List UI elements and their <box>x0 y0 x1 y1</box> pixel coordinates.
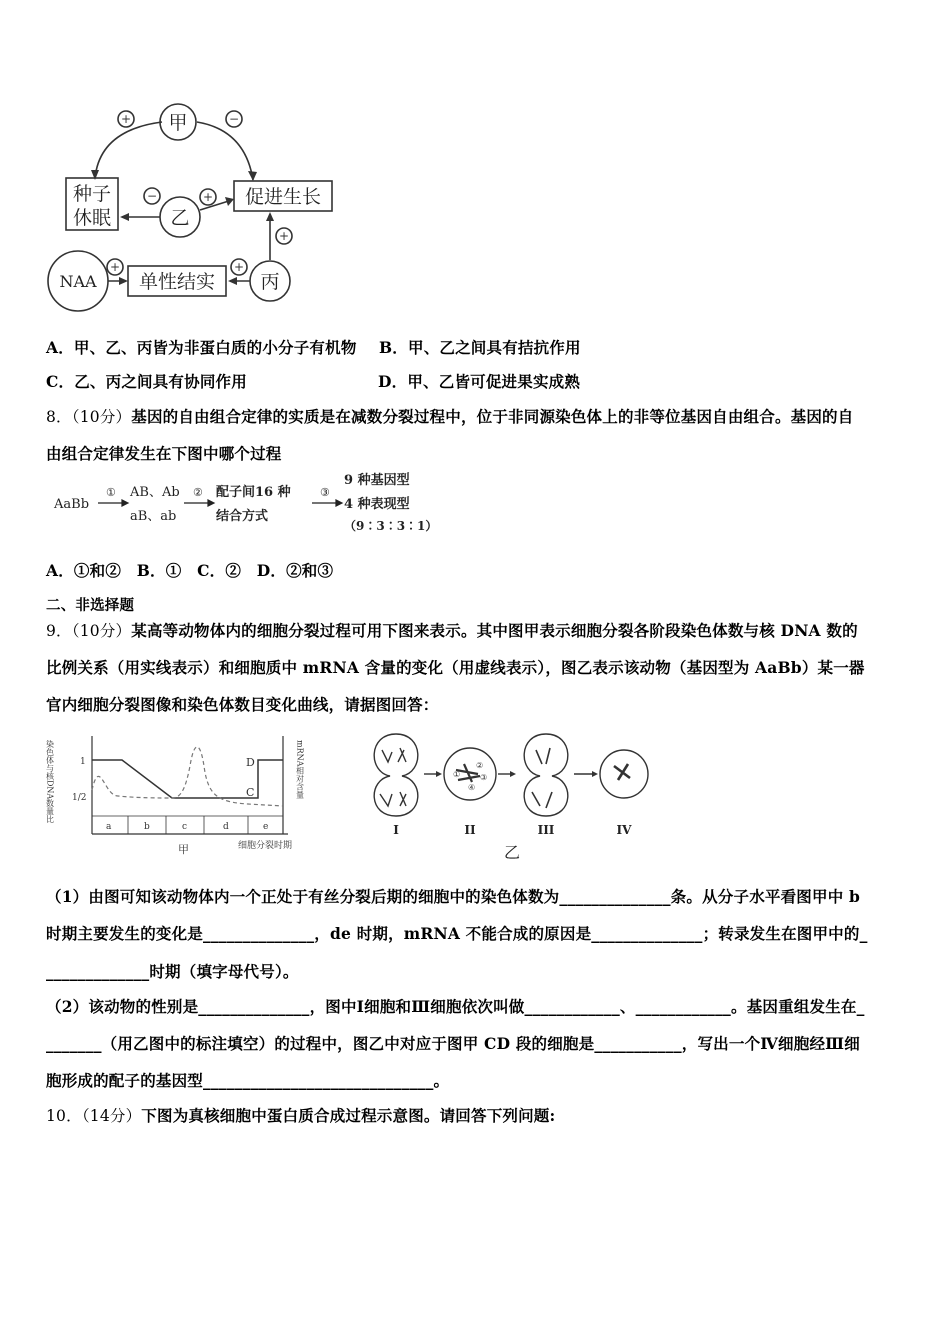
plus-sign-1: + <box>120 112 132 126</box>
minus-sign-1: − <box>228 112 240 126</box>
q9-part1-line2: 时期主要发生的变化是______________，de 时期，mRNA 不能合成的原因是______________；转录发生在图甲中的_ <box>46 924 868 943</box>
y-tick-1: 1 <box>80 757 86 767</box>
ratio-mrna-graph <box>45 726 318 856</box>
stage-e: e <box>263 822 269 832</box>
q7-option-d: D．甲、乙皆可促进果实成熟 <box>378 372 581 391</box>
q7-option-b: B．甲、乙之间具有拮抗作用 <box>379 338 581 357</box>
jia-label: 甲 <box>168 112 188 134</box>
point-c: C <box>246 786 255 799</box>
cell-label-iv: IV <box>616 823 632 837</box>
q9-part1-line3: _____________时期（填字母代号）。 <box>46 962 299 981</box>
plus-sign-2: + <box>202 190 214 204</box>
cell-mark-3: ③ <box>480 773 488 782</box>
flow-start: AaBb <box>54 497 90 512</box>
plus-sign-4: + <box>233 260 245 274</box>
plus-sign-5: + <box>109 260 121 274</box>
stage-d: d <box>223 822 229 832</box>
q9-part2-line3: 胞形成的配子的基因型_____________________________。 <box>46 1071 450 1090</box>
flow-step-3: ③ <box>320 486 330 499</box>
q8-number: 8．（10分） <box>46 408 132 426</box>
flow-step-1: ① <box>106 486 116 499</box>
seed-label-2: 休眠 <box>72 207 112 229</box>
q9-part1-line1: （1）由图可知该动物体内一个正处于有丝分裂后期的细胞中的染色体数为______________条。从分子水平看图甲中 b <box>46 887 861 906</box>
mrna-axis-label: mRNA相对含量 <box>295 740 305 799</box>
cell-division-images <box>360 728 660 863</box>
q9-text-1: 某高等动物体内的细胞分裂过程可用下图来表示。其中图甲表示细胞分裂各阶段染色体数与核 DNA 数的 <box>131 621 858 640</box>
q9-part2-line2: _______（用乙图中的标注填空）的过程中，图乙中对应于图甲 CD 段的细胞是___________，写出一个Ⅳ细胞经Ⅲ细 <box>46 1034 860 1053</box>
q9-stem-line3: 官内细胞分裂图像和染色体数目变化曲线，请据图回答： <box>46 695 439 714</box>
minus-sign-2: − <box>146 189 158 203</box>
genetics-flow-diagram <box>50 468 460 540</box>
q9-part2-line1: （2）该动物的性别是______________，图中Ⅰ细胞和Ⅲ细胞依次叫做____________、____________。基因重组发生在_ <box>46 997 865 1016</box>
growth-label: 促进生长 <box>244 186 322 208</box>
y-axis-label: 染色体与核DNA数量比 <box>45 740 55 824</box>
q9-number: 9．（10分） <box>46 622 132 640</box>
hormone-diagram <box>40 100 350 315</box>
q10-stem <box>46 1104 555 1126</box>
q9-stem-line2: 比例关系（用实线表示）和细胞质中 mRNA 含量的变化（用虚线表示），图乙表示该动物（基因型为 AaBb）某一器 <box>46 658 865 677</box>
flow-step-2: ② <box>193 486 203 499</box>
q7-option-c: C．乙、丙之间具有协同作用 <box>46 372 247 391</box>
q7-option-a: A．甲、乙、丙皆为非蛋白质的小分子有机物 <box>46 338 357 357</box>
seed-label-1: 种子 <box>72 183 112 205</box>
plus-sign-3: + <box>278 229 290 243</box>
q9-stem-line1 <box>46 619 858 641</box>
point-d: D <box>246 756 255 769</box>
x-axis-label: 细胞分裂时期 <box>238 841 293 851</box>
flow-middle-2: 结合方式 <box>216 509 269 524</box>
cell-label-i: I <box>393 823 399 837</box>
q8-stem-line2: 由组合定律发生在下图中哪个过程 <box>46 444 282 463</box>
stage-b: b <box>144 822 150 832</box>
graph-caption: 甲 <box>178 843 189 856</box>
cell-label-ii: II <box>464 823 476 837</box>
cells-caption: 乙 <box>503 843 521 862</box>
bing-label: 丙 <box>260 271 280 293</box>
flow-middle-1: 配子间16 种 <box>216 485 291 500</box>
fruit-label: 单性结实 <box>138 271 216 293</box>
q10-number: 10．（14分） <box>46 1107 142 1125</box>
q8-options: A．①和② B．① C．② D．②和③ <box>46 561 334 580</box>
naa-label: NAA <box>59 272 97 291</box>
flow-gametes-2: aB、ab <box>130 509 177 524</box>
cell-mark-2: ② <box>476 761 484 770</box>
stage-a: a <box>106 822 112 832</box>
cell-mark-1: ① <box>453 770 461 779</box>
flow-gametes-1: AB、Ab <box>130 485 180 500</box>
y-tick-half: 1/2 <box>72 793 87 803</box>
flow-result-1: 9 种基因型 <box>344 473 410 488</box>
flow-result-2: 4 种表现型 <box>344 497 410 512</box>
flow-result-3: （9∶3∶3∶1） <box>344 519 438 533</box>
stage-c: c <box>182 822 188 832</box>
q10-text: 下图为真核细胞中蛋白质合成过程示意图。请回答下列问题: <box>141 1106 556 1125</box>
yi-label: 乙 <box>170 207 190 229</box>
section-heading: 二、非选择题 <box>46 597 135 614</box>
cell-label-iii: III <box>537 823 555 837</box>
q8-text-1: 基因的自由组合定律的实质是在减数分裂过程中，位于非同源染色体上的非等位基因自由组合。基因的自 <box>131 407 854 426</box>
q8-stem-line1 <box>46 405 853 427</box>
cell-mark-4: ④ <box>468 783 476 792</box>
